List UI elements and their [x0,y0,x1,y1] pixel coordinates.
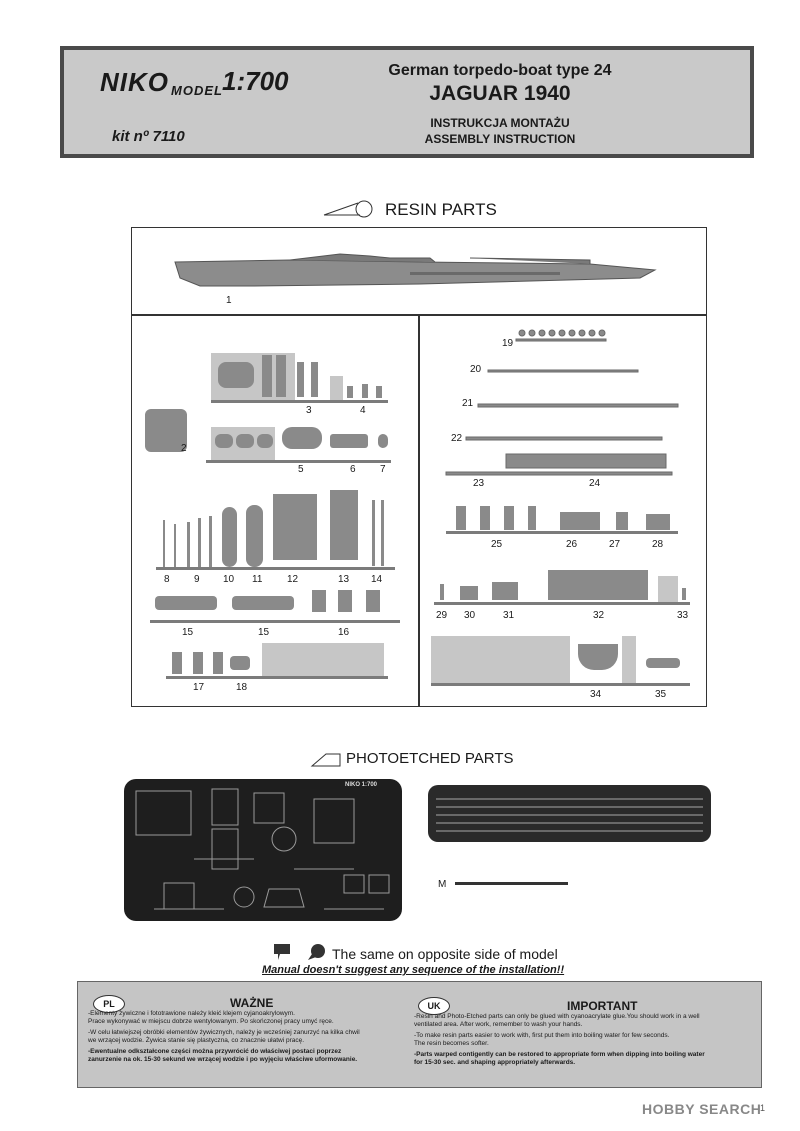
part-4-piece [347,386,353,398]
sprue [156,567,395,570]
part-label-26: 26 [566,539,578,550]
part-label-6: 6 [350,464,356,475]
part-label-11: 11 [252,574,263,585]
pl-warning-text [88,1010,408,1064]
part-34-piece [578,644,618,670]
part-33-backdrop [658,576,678,602]
opposite-side-note: The same on opposite side of model [332,946,558,962]
pe-fret-main [124,779,402,921]
pl-line: we wrzącej wodzie. Żywica stanie się plastyczna, co znacznie ułatwi pracę. [88,1037,305,1044]
part-label-2: 2 [181,443,187,454]
sprue [150,620,400,623]
part-label-34: 34 [590,689,602,700]
uk-line: -Resin and Photo-Etched parts can only be glued with cyanoacrylate glue.You should work in a well [414,1013,700,1020]
part-30-piece [460,586,478,600]
sprue [446,531,678,534]
part-16-piece [338,590,352,612]
hull-drawing [170,250,660,295]
part-32-piece [548,570,648,600]
sequence-note: Manual doesn't suggest any sequence of the installation!! [262,964,565,976]
uk-line: for 15-30 sec. and shaping appropriately afterwards. [414,1059,576,1066]
part-label-8: 8 [164,574,170,585]
part-label-18: 18 [236,682,248,693]
pl-badge: PL [93,995,125,1013]
part-16-piece [312,590,326,612]
pl-line: Prace wykonywać w miejscu dobrze wentylowanym. Po skończonej pracy umyć ręce. [88,1018,334,1025]
kit-number: kit nº 7110 [112,128,185,145]
part-4-piece [362,384,368,398]
part-3-piece [297,362,304,397]
uk-warning-title: IMPORTANT [567,999,638,1013]
part-label-33: 33 [677,610,689,621]
pe-fret-railing [428,785,711,842]
part-label-35: 35 [655,689,667,700]
instruction-title-en: ASSEMBLY INSTRUCTION [424,132,576,146]
part-13-piece [330,490,358,560]
part-label-10: 10 [223,574,235,585]
part-label-15a: 15 [182,627,194,638]
part-17-piece [193,652,203,674]
part-16-piece [366,590,380,612]
part-29-piece [440,584,444,600]
part-15-piece [232,596,294,610]
part-label-16: 16 [338,627,350,638]
part-label-9: 9 [194,574,200,585]
fret-brand [345,782,377,788]
part-label-21: 21 [462,398,474,409]
part-10-piece [222,507,237,567]
part-11-piece [246,505,263,567]
part-label-20: 20 [470,364,482,375]
part-18-backdrop [262,643,384,676]
part-label-30: 30 [464,610,476,621]
part-7-piece [378,434,388,448]
brand-sub: MODEL [171,83,223,98]
uk-badge: UK [418,997,450,1015]
part-label-12: 12 [287,574,299,585]
part-28-piece [646,514,670,530]
kit-title: JAGUAR 1940 [429,82,571,105]
resin-parts-title: RESIN PARTS [385,200,497,219]
page-number: 1 [760,1103,766,1113]
part-label-24: 24 [589,478,601,489]
part-label-4: 4 [360,405,366,416]
opposite-side-icons [272,942,328,962]
part-6-piece [330,434,368,448]
scale-label: 1:700 [222,66,289,96]
part-4-piece [376,386,382,398]
sprue [434,602,690,605]
part-label-22: 22 [451,433,463,444]
part-17-piece [213,652,223,674]
photoetched-icon [310,752,342,768]
uk-line: -Parts warped contigently can be restored to appropriate form when dipping into boiling water [414,1051,705,1058]
part-3-piece [262,355,272,397]
part-15-piece [155,596,217,610]
pl-warning-title: WAŻNE [230,996,274,1010]
watermark: HOBBY SEARCH [642,1101,762,1117]
part-14-piece [381,500,384,566]
part-3-piece [218,362,254,388]
part-25-piece [480,506,490,530]
sprue [206,460,391,463]
part-label-13: 13 [338,574,350,585]
right-sprues-top [440,322,690,522]
part-label-29: 29 [436,610,448,621]
brand-logo [100,67,223,98]
kit-subtitle: German torpedo-boat type 24 [388,62,612,79]
part-17-piece [172,652,182,674]
part-label-31: 31 [503,610,515,621]
pl-line: -Ewentualne odkształcone części można przywrócić do właściwej postaci poprzez [88,1048,342,1055]
part-14-piece [372,500,375,566]
part-5-piece [215,434,233,448]
sprue [211,400,388,403]
part-9-piece [198,518,201,568]
part-label-5: 5 [298,464,304,475]
uk-warning-text [414,1013,754,1067]
sprue [431,683,690,686]
photoetched-parts-title: PHOTOETCHED PARTS [346,750,514,767]
part-8-piece [163,520,165,568]
part-3-piece [311,362,318,397]
part-25-piece [456,506,466,530]
part-34-backdrop [431,636,570,686]
part-label-19: 19 [502,338,514,349]
pl-line: -Elementy żywiczne i fototrawione należy kleić klejem cyjanoakrylowym. [88,1010,295,1017]
rod-piece [455,882,568,885]
pe-railing-detail [428,785,711,842]
fret-scale-text: 1:700 [361,782,378,788]
part-5-piece [257,434,273,448]
part-25-piece [528,506,536,530]
part-label-28: 28 [652,539,664,550]
instruction-title-pl: INSTRUKCJA MONTAŻU [430,116,570,130]
uk-line: ventilated area. After work, remember to wash your hands. [414,1021,583,1028]
pe-fret-detail [124,779,402,921]
part-9-piece [187,522,190,568]
pl-line: -W celu łatwiejszej obróbki elementów żywicznych, należy je wcześniej zanurzyć na kilka chwil [88,1029,360,1036]
part-label-3: 3 [306,405,312,416]
part-18-piece [230,656,250,670]
part-35-piece [646,658,680,668]
fret-brand-text: NIKO [345,782,360,788]
resin-icon [322,198,374,220]
part-5-piece [236,434,254,448]
sprue [166,676,388,679]
part-label-17: 17 [193,682,205,693]
part-8-piece [174,524,176,568]
part-9-piece [209,516,212,568]
uk-line: -To make resin parts easier to work with, first put them into boiling water for few seconds. [414,1032,670,1039]
part-label-14: 14 [371,574,383,585]
pl-line: zanurzenie na ok. 15-30 sekund we wrzącej wodzie i po wyjęciu właściwe uformowanie. [88,1056,358,1063]
brand-text: NIKO [100,67,169,97]
part-label-25: 25 [491,539,503,550]
part-label-15b: 15 [258,627,270,638]
uk-line: The resin becomes softer. [414,1040,489,1047]
part-25-piece [504,506,514,530]
part-5-piece [282,427,322,449]
part-3-piece [276,355,286,397]
part-label-27: 27 [609,539,621,550]
part-4-backdrop [330,376,343,400]
part-label-23: 23 [473,478,485,489]
part-label-7: 7 [380,464,386,475]
rod-label: M [438,879,447,890]
part-label-32: 32 [593,610,605,621]
part-33-piece [682,588,686,600]
part-27-piece [616,512,628,530]
part-label-1: 1 [226,295,232,306]
part-12-piece [273,494,317,560]
part-26-piece [560,512,600,530]
part-31-piece [492,582,518,600]
part-34-backdrop [622,636,636,684]
